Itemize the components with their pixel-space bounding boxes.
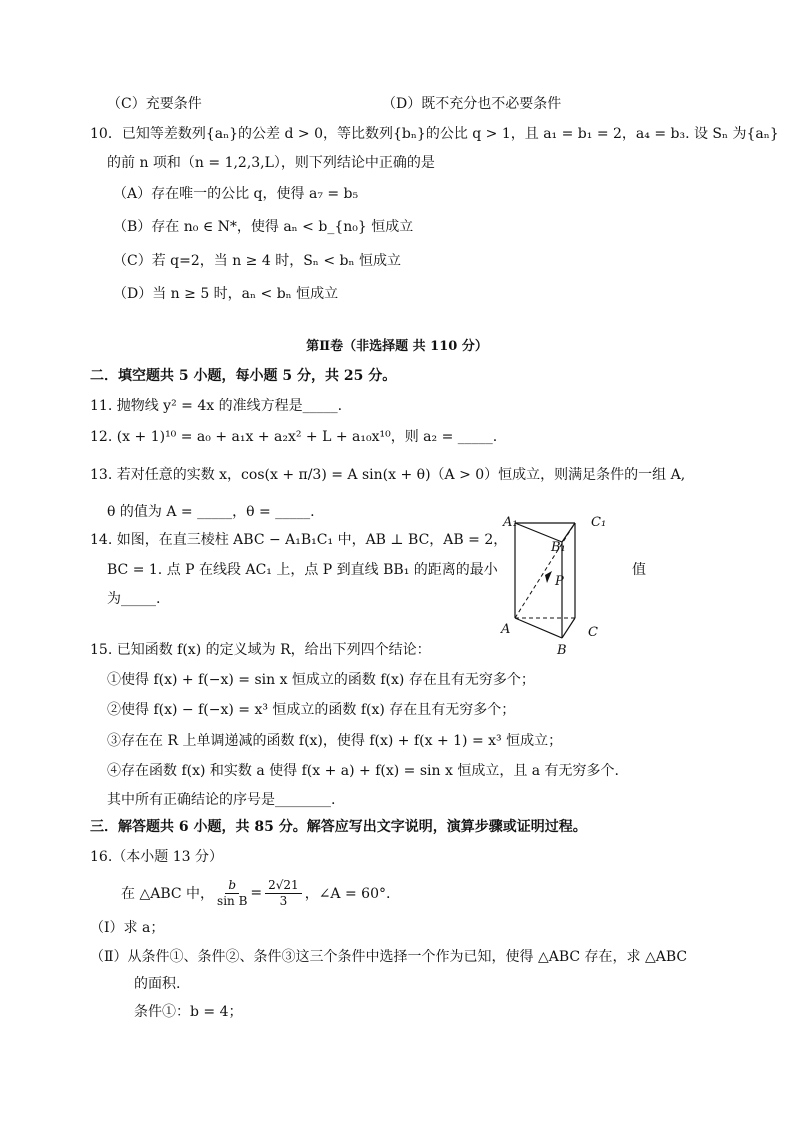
- q16-part-2-line-1: （Ⅱ）从条件①、条件②、条件③这三个条件中选择一个作为已知，使得 △ABC 存在，求 △ABC: [90, 949, 688, 965]
- q16-frac-den: sin B: [217, 893, 248, 908]
- fig-label-b: B: [557, 643, 567, 658]
- q15-item-4: ④存在函数 f(x) 和实数 a 使得 f(x + a) + f(x) = sin x 恒成立，且 a 有无穷多个.: [107, 763, 620, 779]
- q11: 11. 抛物线 y² = 4x 的准线方程是_____.: [90, 398, 343, 414]
- q15-stem: 15. 已知函数 f(x) 的定义域为 R，给出下列四个结论：: [90, 642, 431, 658]
- q15-item-3: ③存在在 R 上单调递减的函数 f(x)，使得 f(x) + f(x + 1) = x³ 恒成立；: [107, 733, 563, 749]
- q16-frac-left: [217, 878, 247, 909]
- q16-head: 16.（本小题 13 分）: [90, 849, 223, 865]
- fig-label-c1: C₁: [591, 515, 607, 530]
- q14-line-2: BC = 1. 点 P 在线段 AC₁ 上，点 P 到直线 BB₁ 的距离的最小: [107, 562, 498, 578]
- q16-angle: ，∠A = 60°.: [304, 886, 391, 902]
- q10-option-b: （B）存在 n₀ ∈ N*，使得 aₙ < b_{n₀} 恒成立: [113, 219, 414, 235]
- q10-stem-line-2: 的前 n 项和（n = 1,2,3,L），则下列结论中正确的是: [107, 155, 435, 171]
- q14-line-1: 14. 如图，在直三棱柱 ABC − A₁B₁C₁ 中，AB ⊥ BC，AB = 2，: [90, 532, 508, 548]
- q9-option-d: （D）既不充分也不必要条件: [382, 96, 562, 112]
- q16-rhs-num: 2√21: [265, 878, 302, 894]
- q12: 12. (x + 1)¹⁰ = a₀ + a₁x + a₂x² + L + a₁₀x¹⁰，则 a₂ = _____.: [90, 429, 498, 445]
- q10-option-a: （A）存在唯一的公比 q，使得 a₇ = b₅: [113, 186, 359, 202]
- q15-item-1: ①使得 f(x) + f(−x) = sin x 恒成立的函数 f(x) 存在且有无穷多个；: [107, 672, 535, 688]
- q16-condition: [121, 873, 390, 913]
- q16-condition-1: 条件①：b = 4；: [134, 1004, 243, 1020]
- section-3-header: 三．解答题共 6 小题，共 85 分。解答应写出文字说明，演算步骤或证明过程。: [90, 819, 587, 835]
- q13-line-1: 13. 若对任意的实数 x，cos(x + π/3) = A sin(x + θ)（A > 0）恒成立，则满足条件的一组 A,: [90, 467, 686, 483]
- q16-eq: =: [250, 885, 263, 901]
- q16-frac-right: [265, 878, 302, 909]
- q16-part-2-line-2: 的面积.: [134, 976, 181, 992]
- q10-option-d: （D）当 n ≥ 5 时，aₙ < bₙ 恒成立: [113, 286, 339, 302]
- section-2-header: 二．填空题共 5 小题，每小题 5 分，共 25 分。: [90, 368, 397, 384]
- q14-line-3: 为_____.: [107, 591, 161, 607]
- fig-label-c: C: [588, 625, 598, 640]
- fig-label-a1: A₁: [503, 515, 518, 530]
- q16-part-1: （Ⅰ）求 a；: [90, 920, 165, 936]
- q13-line-2: θ 的值为 A = _____，θ = _____.: [107, 504, 315, 520]
- q10-stem-line-1: 10．已知等差数列{aₙ}的公差 d > 0，等比数列{bₙ}的公比 q > 1，且 a₁ = b₁ = 2，a₄ = b₃. 设 Sₙ 为{aₙ}: [90, 126, 779, 142]
- q10-option-c: （C）若 q=2，当 n ≥ 4 时，Sₙ < bₙ 恒成立: [113, 253, 401, 269]
- q15-item-2: ②使得 f(x) − f(−x) = x³ 恒成立的函数 f(x) 存在且有无穷多个；: [107, 702, 516, 718]
- q16-frac-num: b: [225, 878, 239, 894]
- fig-label-p: P: [555, 574, 564, 589]
- q15-ask: 其中所有正确结论的序号是________.: [107, 792, 336, 808]
- fig-label-b1: B₁: [551, 540, 566, 555]
- q16-rhs-den: 3: [279, 893, 288, 908]
- part-2-title: 第Ⅱ卷（非选择题 共 110 分）: [306, 339, 488, 354]
- q14-line-2-tail: 值: [632, 562, 646, 578]
- q9-option-c: （C）充要条件: [107, 96, 202, 112]
- fig-label-a: A: [501, 622, 511, 637]
- q16-cond-prefix: 在 △ABC 中，: [121, 886, 215, 902]
